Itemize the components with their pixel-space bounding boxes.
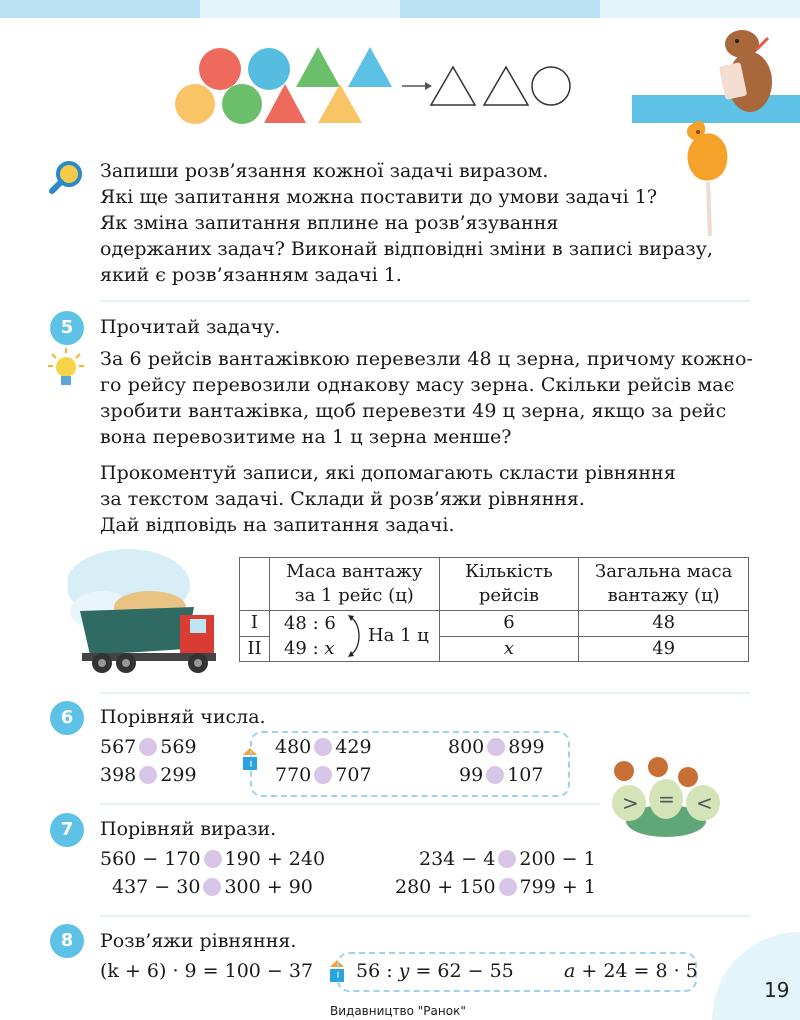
top-band <box>0 0 800 18</box>
problem-line: За 6 рейсів вантажівкою перевезли 48 ц зерна, причому кожно- <box>100 348 754 370</box>
compare-slot[interactable] <box>499 878 517 896</box>
task6-right-column <box>448 733 545 789</box>
compare-slot[interactable] <box>314 738 332 756</box>
task-number-7: 7 <box>50 813 84 847</box>
header-mass: Маса вантажу <box>286 561 423 582</box>
intro-line: який є розв’язанням задачі 1. <box>100 264 402 286</box>
svg-text:<: < <box>696 791 713 815</box>
compare-slot[interactable] <box>203 878 221 896</box>
instruction-line: Прокоментуй записи, які допомагають скласти рівняння <box>100 462 676 484</box>
problem-line: вона перевозитиме на 1 ц зерна менше? <box>100 426 512 448</box>
difference-note: На 1 ц <box>367 625 429 646</box>
compare-slot[interactable] <box>139 738 157 756</box>
comparison-row: 280 + 150 799 + 1 <box>395 876 596 898</box>
page-number-badge <box>712 932 800 1020</box>
comparison-signs-illustration <box>604 755 728 839</box>
task5-table <box>239 557 749 662</box>
search-icon <box>48 159 84 195</box>
task5-heading: Прочитай задачу. <box>100 316 281 338</box>
equation-2: 56 : y = 62 − 55 <box>356 960 514 982</box>
comparison-row: 560 − 170 190 + 240 <box>100 848 326 870</box>
header-total: Загальна маса <box>595 561 733 582</box>
comparison-row: 770 707 <box>275 764 372 786</box>
instruction-line: за текстом задачі. Склади й розв’яжи рівняння. <box>100 488 585 510</box>
divider <box>100 803 600 805</box>
task7-right-column <box>395 845 596 901</box>
table-row <box>240 611 749 637</box>
equation-1: (k + 6) · 9 = 100 − 37 <box>100 960 314 982</box>
header-mass-unit: за 1 рейс (ц) <box>294 585 414 606</box>
divider <box>100 915 750 917</box>
dump-truck-illustration <box>68 545 220 677</box>
comparison-row: 437 − 30 300 + 90 <box>112 876 313 898</box>
divider <box>100 300 750 302</box>
compare-slot[interactable] <box>498 850 516 868</box>
task8-heading: Розв’яжи рівняння. <box>100 930 297 952</box>
curly-arrow-icon <box>346 613 368 659</box>
compare-slot[interactable] <box>486 766 504 784</box>
comparison-row: 800 899 <box>448 736 545 758</box>
comparison-row: 567 569 <box>100 736 197 758</box>
header-trips-2: рейсів <box>478 585 540 606</box>
task7-left-column <box>100 845 325 901</box>
mass-cell-2-pre: 49 : <box>283 638 325 659</box>
comparison-row: 480 429 <box>275 736 372 758</box>
task5-problem <box>100 346 753 450</box>
task6-left-column <box>100 733 197 789</box>
table-header-row <box>240 558 749 611</box>
equation-3: a + 24 = 8 · 5 <box>564 960 698 982</box>
comparison-row: 99 107 <box>459 764 544 786</box>
mass-cell-1: 48 : 6 <box>283 613 336 634</box>
comparison-row: 398 299 <box>100 764 197 786</box>
intro-line: Як зміна запитання вплине на розв’язування <box>100 212 559 234</box>
task6-middle-column <box>275 733 372 789</box>
problem-line: го рейсу перевозили однакову масу зерна. Скільки рейсів має <box>100 374 735 396</box>
compare-slot[interactable] <box>314 766 332 784</box>
compare-slot[interactable] <box>204 850 222 868</box>
intro-line: Запиши розв’язання кожної задачі виразом. <box>100 160 549 182</box>
intro-line: одержаних задач? Виконай відповідні зміни в записі виразу, <box>100 238 713 260</box>
svg-text:=: = <box>658 787 675 811</box>
comparison-row: 234 − 4 200 − 1 <box>419 848 596 870</box>
compare-slot[interactable] <box>487 738 505 756</box>
lightbulb-icon <box>46 346 86 390</box>
total-cell-1: 48 <box>579 611 749 637</box>
capybara-illustration <box>712 24 782 116</box>
svg-text:>: > <box>622 791 639 815</box>
intro-text <box>100 158 713 288</box>
page-number: 19 <box>764 978 790 1002</box>
trips-cell-1: 6 <box>439 611 579 637</box>
problem-line: зробити вантажівка, щоб перевезти 49 ц зерна, якщо за рейс <box>100 400 727 422</box>
mass-cell-2-var: x <box>324 638 335 659</box>
header-trips: Кількість <box>465 561 553 582</box>
publisher-footer: Видавництво "Ранок" <box>330 1004 466 1018</box>
trips-cell-2: x <box>503 637 515 659</box>
task-number-6: 6 <box>50 701 84 735</box>
task-number-8: 8 <box>50 924 84 958</box>
divider <box>100 692 750 694</box>
intro-line: Які ще запитання можна поставити до умови задачі 1? <box>100 186 658 208</box>
total-cell-2: 49 <box>579 636 749 662</box>
task5-instruction <box>100 460 676 538</box>
row-label: II <box>240 636 270 662</box>
task6-heading: Порівняй числа. <box>100 706 266 728</box>
task-number-5: 5 <box>50 311 84 345</box>
header-total-unit: вантажу (ц) <box>607 585 720 606</box>
instruction-line: Дай відповідь на запитання задачі. <box>100 514 455 536</box>
shapes-illustration <box>170 42 580 128</box>
mass-cell-2 <box>284 636 335 661</box>
compare-slot[interactable] <box>139 766 157 784</box>
task7-heading: Порівняй вирази. <box>100 818 277 840</box>
row-label: I <box>240 611 270 637</box>
